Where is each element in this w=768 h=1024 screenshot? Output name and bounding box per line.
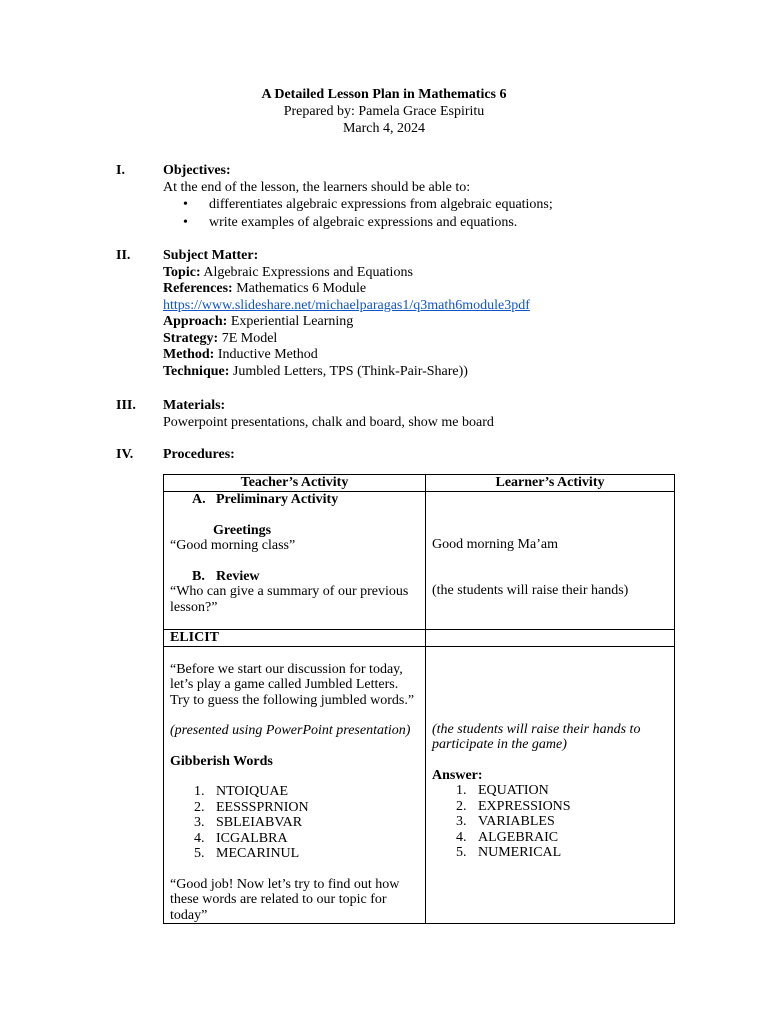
objectives-intro: At the end of the lesson, the learners should be able to: bbox=[163, 179, 471, 195]
gibberish-title: Gibberish Words bbox=[170, 753, 273, 769]
topic-line: Topic: Algebraic Expressions and Equations bbox=[163, 264, 413, 280]
greeting-teacher: “Good morning class” bbox=[170, 538, 296, 553]
greetings-title: Greetings bbox=[213, 522, 272, 538]
technique-line: Technique: Jumbled Letters, TPS (Think-Pair-Share)) bbox=[163, 363, 468, 379]
table-row bbox=[164, 646, 675, 924]
reference-link[interactable]: https://www.slideshare.net/michaelparagas1/q3math6module3pdf bbox=[163, 297, 530, 313]
strategy-line: Strategy: 7E Model bbox=[163, 330, 278, 346]
table-row bbox=[164, 630, 675, 647]
document-header bbox=[0, 86, 768, 137]
approach-line: Approach: Experiential Learning bbox=[163, 314, 354, 329]
materials-text: Powerpoint presentations, chalk and board, show me board bbox=[163, 414, 494, 430]
list-item: 5. NUMERICAL bbox=[456, 845, 562, 860]
bullet-icon: • bbox=[183, 197, 188, 212]
list-item: 3. VARIABLES bbox=[456, 814, 555, 829]
teacher-cell-preliminary: A. Preliminary Activity Greetings “Good morning class” B. Review “Who can give a summary of our previous lesson?” bbox=[164, 492, 426, 630]
review-title: Review bbox=[216, 568, 260, 584]
section-objectives bbox=[163, 163, 703, 232]
answer-list bbox=[432, 783, 668, 861]
header-learner-activity: Learner’s Activity bbox=[426, 475, 675, 492]
section-number-subject-matter: II. bbox=[116, 248, 131, 263]
learner-cell-elicit bbox=[426, 646, 675, 924]
list-item: • write examples of algebraic expressions and equations. bbox=[183, 215, 518, 230]
gibberish-list bbox=[170, 784, 419, 862]
closing-statement: “Good job! Now let’s try to find out how these words are related to our topic for today” bbox=[170, 876, 400, 923]
section-number-procedures: IV. bbox=[116, 447, 134, 462]
elicit-intro: “Before we start our discussion for today, let’s play a game called Jumbled Letters. Try to guess the following jumbled words.” bbox=[170, 661, 415, 708]
list-item: 4. ALGEBRAIC bbox=[456, 829, 559, 845]
list-item: 1. EQUATION bbox=[456, 783, 549, 798]
document-title: A Detailed Lesson Plan in Mathematics 6 bbox=[261, 87, 507, 102]
section-procedures bbox=[163, 447, 703, 464]
elicit-title: ELICIT bbox=[164, 630, 426, 647]
section-number-materials: III. bbox=[116, 398, 136, 413]
section-subject-matter bbox=[163, 248, 703, 380]
review-learner: (the students will raise their hands) bbox=[432, 582, 629, 598]
list-item: 2. EESSSPRNION bbox=[194, 799, 309, 815]
list-item: 2. EXPRESSIONS bbox=[456, 798, 571, 814]
learner-cell-preliminary bbox=[426, 492, 675, 630]
section-materials bbox=[163, 398, 703, 431]
section-number-objectives: I. bbox=[116, 163, 125, 178]
procedures-table bbox=[163, 474, 675, 924]
table-header-row bbox=[164, 475, 675, 492]
list-item: 1. NTOIQUAE bbox=[194, 784, 289, 799]
review-teacher: “Who can give a summary of our previous lesson?” bbox=[170, 584, 409, 615]
section-title-objectives: Objectives: bbox=[163, 163, 231, 178]
list-item: 5. MECARINUL bbox=[194, 846, 300, 861]
document-date: March 4, 2024 bbox=[342, 121, 426, 136]
teacher-cell-elicit bbox=[164, 646, 426, 924]
prepared-by: Prepared by: Pamela Grace Espiritu bbox=[283, 104, 485, 119]
references-line: References: Mathematics 6 Module bbox=[163, 281, 367, 296]
section-title-materials: Materials: bbox=[163, 398, 226, 413]
list-item: 3. SBLEIABVAR bbox=[194, 815, 303, 830]
preliminary-activity-title: Preliminary Activity bbox=[216, 492, 339, 507]
bullet-icon: • bbox=[183, 215, 188, 230]
list-item: 4. ICGALBRA bbox=[194, 830, 288, 846]
answer-label: Answer: bbox=[432, 767, 483, 783]
method-line: Method: Inductive Method bbox=[163, 347, 318, 362]
presented-note: (presented using PowerPoint presentation) bbox=[170, 723, 411, 738]
table-row bbox=[164, 492, 675, 630]
list-item: • differentiates algebraic expressions from algebraic equations; bbox=[183, 197, 553, 212]
section-title-procedures: Procedures: bbox=[163, 447, 235, 462]
section-title-subject-matter: Subject Matter: bbox=[163, 248, 259, 263]
learner-note: (the students will raise their hands to participate in the game) bbox=[432, 721, 641, 752]
objectives-list bbox=[163, 196, 703, 232]
greeting-learner: Good morning Ma’am bbox=[432, 537, 558, 552]
header-teacher-activity: Teacher’s Activity bbox=[164, 475, 426, 492]
